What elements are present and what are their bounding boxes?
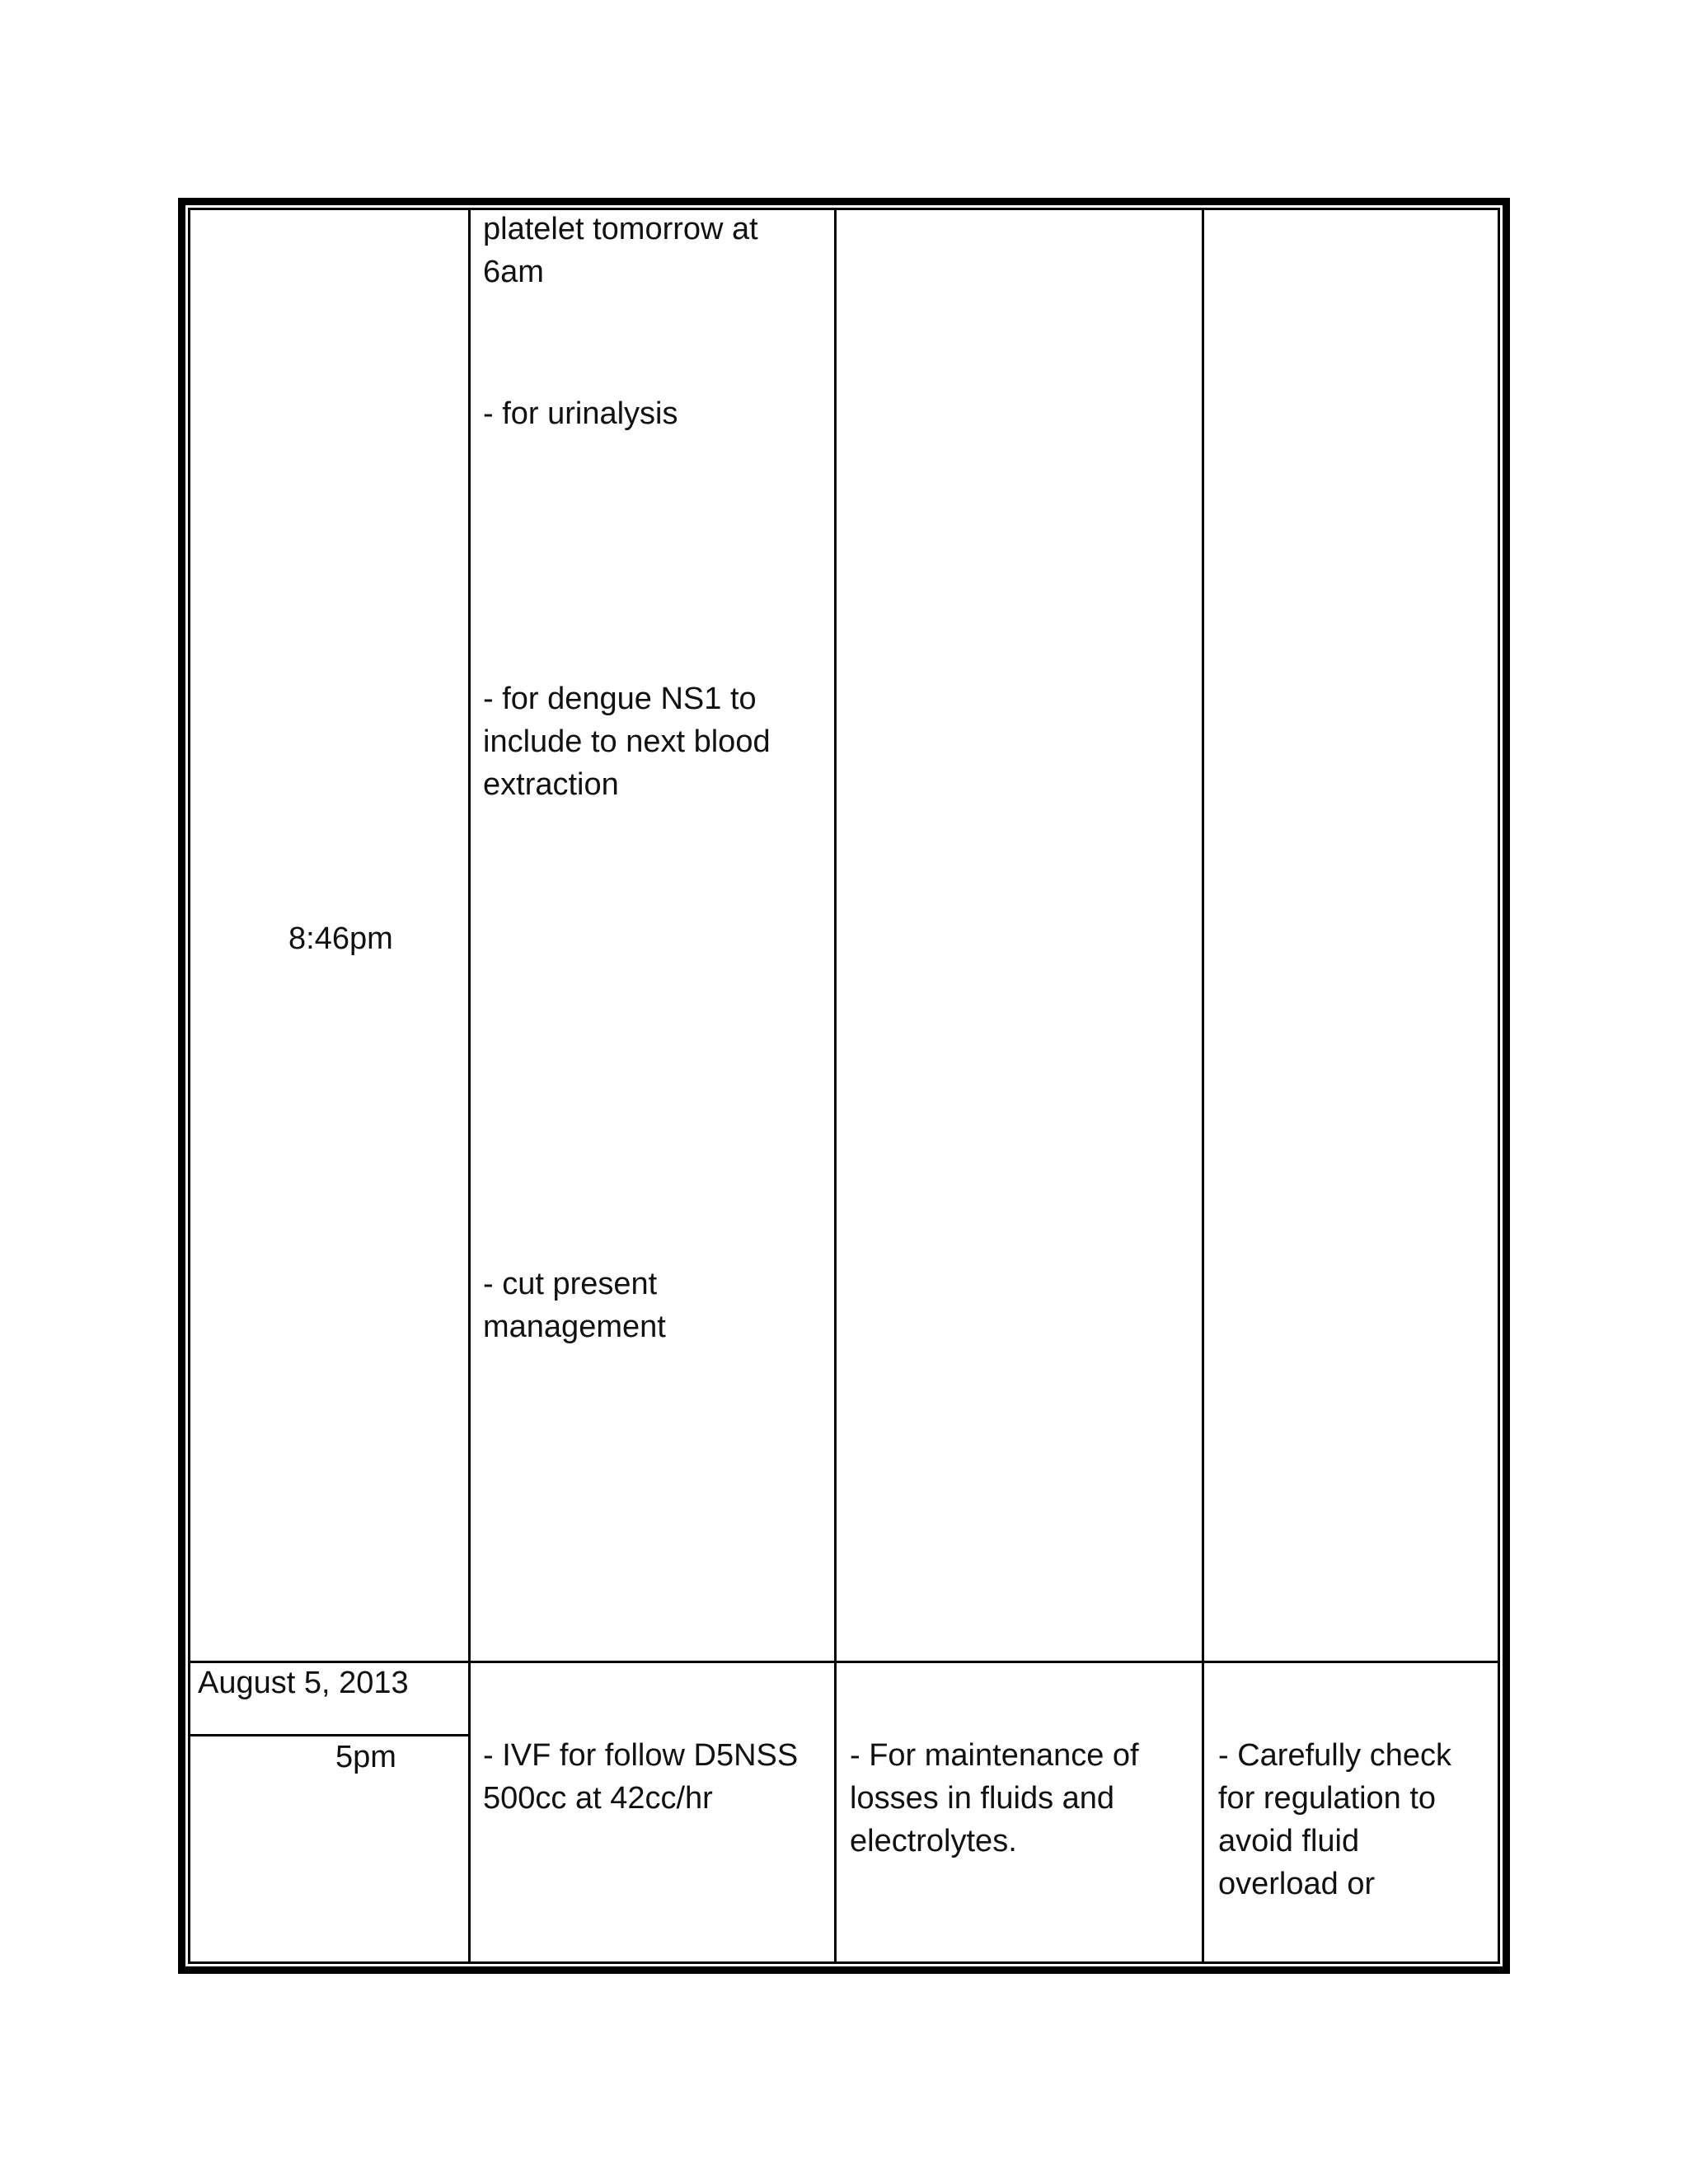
order-urinalysis: - for urinalysis (483, 396, 678, 431)
nursing-note-cell: - Carefully check for regulation to avoid fluid overload or (1218, 1738, 1451, 1901)
date-time-divider (188, 1734, 468, 1736)
order-cut-management: - cut present management (483, 1267, 666, 1344)
order-ivf: - IVF for follow D5NSS 500cc at 42cc/hr (483, 1738, 799, 1816)
order-dengue-ns1: - for dengue NS1 to include to next blood extraction (483, 682, 771, 802)
time-cell-5pm: 5pm (335, 1740, 396, 1774)
column-divider-2 (834, 208, 837, 1964)
date-cell: August 5, 2013 (198, 1666, 409, 1700)
column-divider-1 (468, 208, 471, 1964)
column-divider-3 (1202, 208, 1204, 1964)
rationale-cell: - For maintenance of losses in fluids and electrolytes. (850, 1738, 1139, 1858)
order-platelet: platelet tomorrow at 6am (483, 212, 758, 289)
time-cell: 8:46pm (288, 921, 393, 956)
